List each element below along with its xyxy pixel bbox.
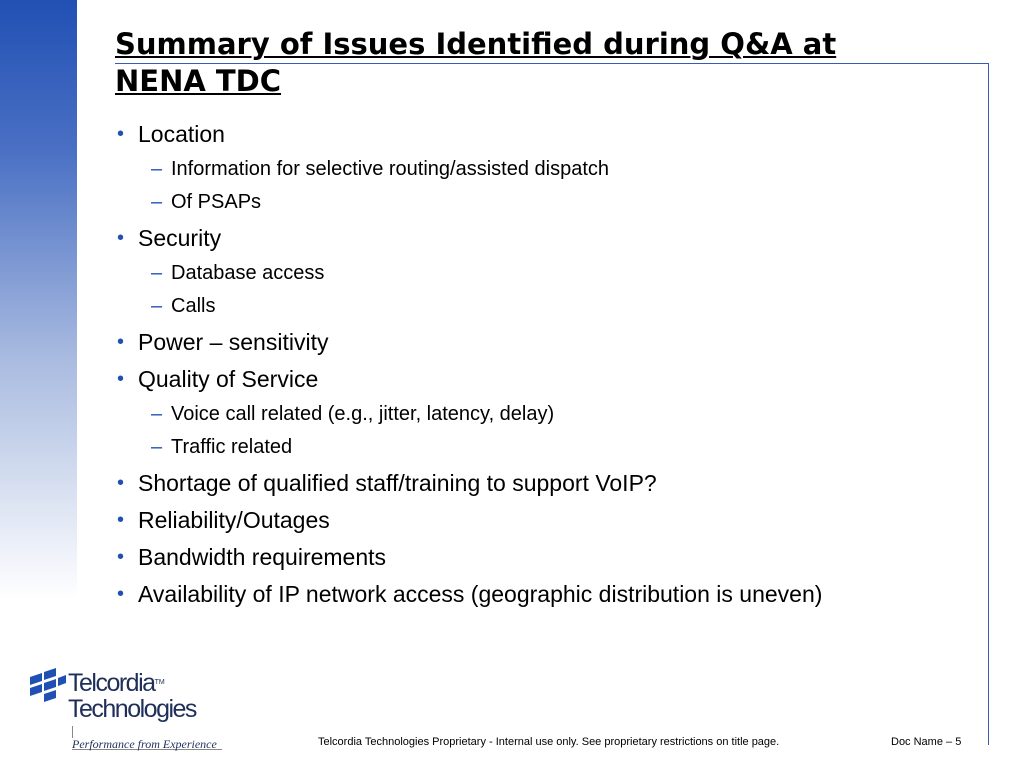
bullet-dot-icon: • xyxy=(117,331,125,353)
bullet-text: Bandwidth requirements xyxy=(138,544,387,570)
bullet-item xyxy=(115,581,975,608)
sub-bullet-text: Voice call related (e.g., jitter, latency, delay) xyxy=(171,403,555,425)
bullet-item xyxy=(115,225,975,252)
bullet-dot-icon: • xyxy=(117,509,125,531)
bullet-dot-icon: • xyxy=(117,546,125,568)
sub-bullet-text: Information for selective routing/assisted dispatch xyxy=(171,158,609,180)
bullet-item xyxy=(115,544,975,571)
logo-line2: Technologies xyxy=(68,695,196,723)
sub-bullet-item xyxy=(115,435,975,459)
slide-title-line2: NENA TDC xyxy=(115,64,282,98)
bullet-text: Security xyxy=(138,225,222,251)
bullet-dot-icon: • xyxy=(117,583,125,605)
sub-bullet-item xyxy=(115,294,975,318)
sub-bullet-text: Traffic related xyxy=(171,436,293,458)
bullet-text: Power – sensitivity xyxy=(138,329,329,355)
bullet-item xyxy=(115,470,975,497)
sub-bullet-dash-icon: – xyxy=(151,262,163,284)
bullet-dot-icon: • xyxy=(117,227,125,249)
bullet-item xyxy=(115,507,975,534)
bullet-text: Quality of Service xyxy=(138,366,319,392)
sub-bullet-dash-icon: – xyxy=(151,158,163,180)
bullet-text: Availability of IP network access (geographic distribution is uneven) xyxy=(138,581,823,607)
sub-bullet-text: Calls xyxy=(171,295,216,317)
sub-bullet-text: Database access xyxy=(171,262,325,284)
bullet-dot-icon: • xyxy=(117,472,125,494)
sub-bullet-item xyxy=(115,190,975,214)
sub-bullet-item xyxy=(115,261,975,285)
sub-bullet-dash-icon: – xyxy=(151,403,163,425)
slide-title-line1: Summary of Issues Identified during Q&A at xyxy=(115,27,837,61)
sub-bullet-item xyxy=(115,157,975,181)
bullet-text: Shortage of qualified staff/training to support VoIP? xyxy=(138,470,657,496)
footer-proprietary: Telcordia Technologies Proprietary - Internal use only. See proprietary restrictions on title page. xyxy=(318,736,780,748)
bullet-text: Reliability/Outages xyxy=(138,507,330,533)
logo-tagline: Performance from Experience xyxy=(72,737,217,751)
bullet-dot-icon: • xyxy=(117,123,125,145)
bullet-text: Location xyxy=(138,121,225,147)
logo-wordmark xyxy=(68,670,196,722)
right-border-line xyxy=(988,63,989,745)
bullet-dot-icon: • xyxy=(117,368,125,390)
logo-tm: TM xyxy=(154,679,165,686)
sub-bullet-text: Of PSAPs xyxy=(171,191,262,213)
sub-bullet-dash-icon: – xyxy=(151,295,163,317)
left-gradient-band xyxy=(0,0,77,600)
telcordia-mark-icon xyxy=(28,668,68,708)
sub-bullet-item xyxy=(115,402,975,426)
sub-bullet-dash-icon: – xyxy=(151,191,163,213)
bullet-item xyxy=(115,121,975,148)
logo-line1: Telcordia xyxy=(68,669,155,697)
sub-bullet-dash-icon: – xyxy=(151,436,163,458)
telcordia-logo xyxy=(28,668,228,758)
slide-title xyxy=(115,26,975,100)
bullet-list xyxy=(115,121,975,608)
bullet-item xyxy=(115,329,975,356)
footer-page-number: Doc Name – 5 xyxy=(891,736,962,748)
bullet-item xyxy=(115,366,975,393)
